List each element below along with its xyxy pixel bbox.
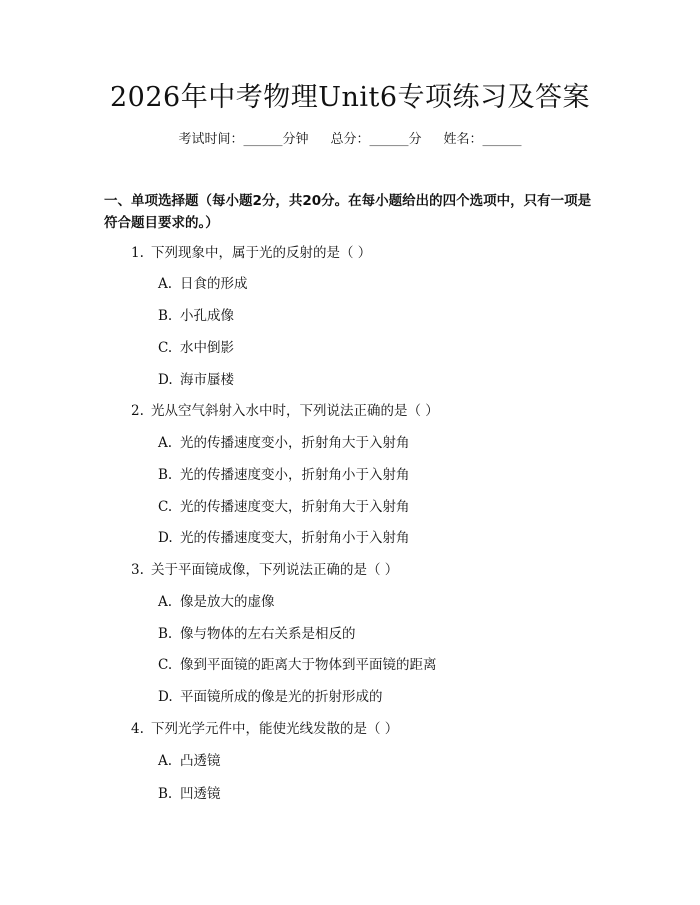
- question-number: 1.: [131, 245, 144, 261]
- option-text: 光的传播速度变大，折射角大于入射角: [180, 499, 410, 515]
- option-3d: [158, 687, 383, 707]
- question-2: [131, 401, 439, 421]
- question-number: 4.: [131, 721, 144, 737]
- name-label: 姓名：: [443, 132, 483, 147]
- exam-info-line: [0, 130, 700, 150]
- option-text: 水中倒影: [180, 340, 234, 356]
- option-3c: [158, 655, 437, 675]
- option-4b: [158, 784, 221, 804]
- option-text: 日食的形成: [180, 276, 248, 292]
- option-letter: B.: [158, 626, 173, 642]
- option-2a: [158, 433, 410, 453]
- option-4a: [158, 751, 221, 771]
- question-number: 2.: [131, 403, 144, 419]
- option-1c: [158, 338, 234, 358]
- option-3b: [158, 624, 356, 644]
- option-text: 光的传播速度变小，折射角大于入射角: [180, 435, 410, 451]
- score-blank: ______: [369, 132, 409, 147]
- question-text: 光从空气斜射入水中时，下列说法正确的是（ ）: [151, 403, 439, 419]
- option-text: 像到平面镜的距离大于物体到平面镜的距离: [180, 657, 437, 673]
- score-label: 总分：: [330, 132, 370, 147]
- option-text: 海市蜃楼: [180, 372, 234, 388]
- option-text: 小孔成像: [180, 308, 234, 324]
- option-letter: A.: [158, 594, 173, 610]
- option-letter: D.: [158, 372, 173, 388]
- option-letter: B.: [158, 308, 173, 324]
- option-1d: [158, 370, 234, 390]
- option-letter: D.: [158, 689, 173, 705]
- question-text: 关于平面镜成像，下列说法正确的是（ ）: [151, 562, 399, 578]
- time-blank: ______: [243, 132, 283, 147]
- name-blank: ______: [482, 132, 522, 147]
- option-1b: [158, 306, 234, 326]
- time-unit: 分钟: [282, 132, 309, 147]
- page-title: 2026年中考物理Unit6专项练习及答案: [109, 82, 591, 113]
- option-3a: [158, 592, 275, 612]
- question-4: [131, 719, 398, 739]
- option-letter: D.: [158, 530, 173, 546]
- option-letter: C.: [158, 657, 173, 673]
- option-letter: C.: [158, 499, 173, 515]
- option-text: 平面镜所成的像是光的折射形成的: [180, 689, 383, 705]
- option-text: 凹透镜: [180, 786, 221, 802]
- option-text: 像与物体的左右关系是相反的: [180, 626, 356, 642]
- option-2b: [158, 465, 410, 485]
- option-letter: A.: [158, 435, 173, 451]
- option-text: 光的传播速度变大，折射角小于入射角: [180, 530, 410, 546]
- option-letter: A.: [158, 753, 173, 769]
- option-text: 光的传播速度变小，折射角小于入射角: [180, 467, 410, 483]
- question-text: 下列光学元件中，能使光线发散的是（ ）: [151, 721, 399, 737]
- option-text: 像是放大的虚像: [180, 594, 275, 610]
- question-3: [131, 560, 398, 580]
- option-2d: [158, 528, 410, 548]
- option-letter: B.: [158, 467, 173, 483]
- option-letter: B.: [158, 786, 173, 802]
- question-text: 下列现象中，属于光的反射的是（ ）: [151, 245, 372, 261]
- score-unit: 分: [408, 132, 422, 147]
- option-letter: C.: [158, 340, 173, 356]
- option-letter: A.: [158, 276, 173, 292]
- section-heading: 一、单项选择题（每小题2分，共20分。在每小题给出的四个选项中，只有一项是符合题目要求的。）: [104, 193, 592, 231]
- option-2c: [158, 497, 410, 517]
- option-1a: [158, 274, 248, 294]
- question-number: 3.: [131, 562, 144, 578]
- question-1: [131, 243, 371, 263]
- time-label: 考试时间：: [178, 132, 244, 147]
- option-text: 凸透镜: [180, 753, 221, 769]
